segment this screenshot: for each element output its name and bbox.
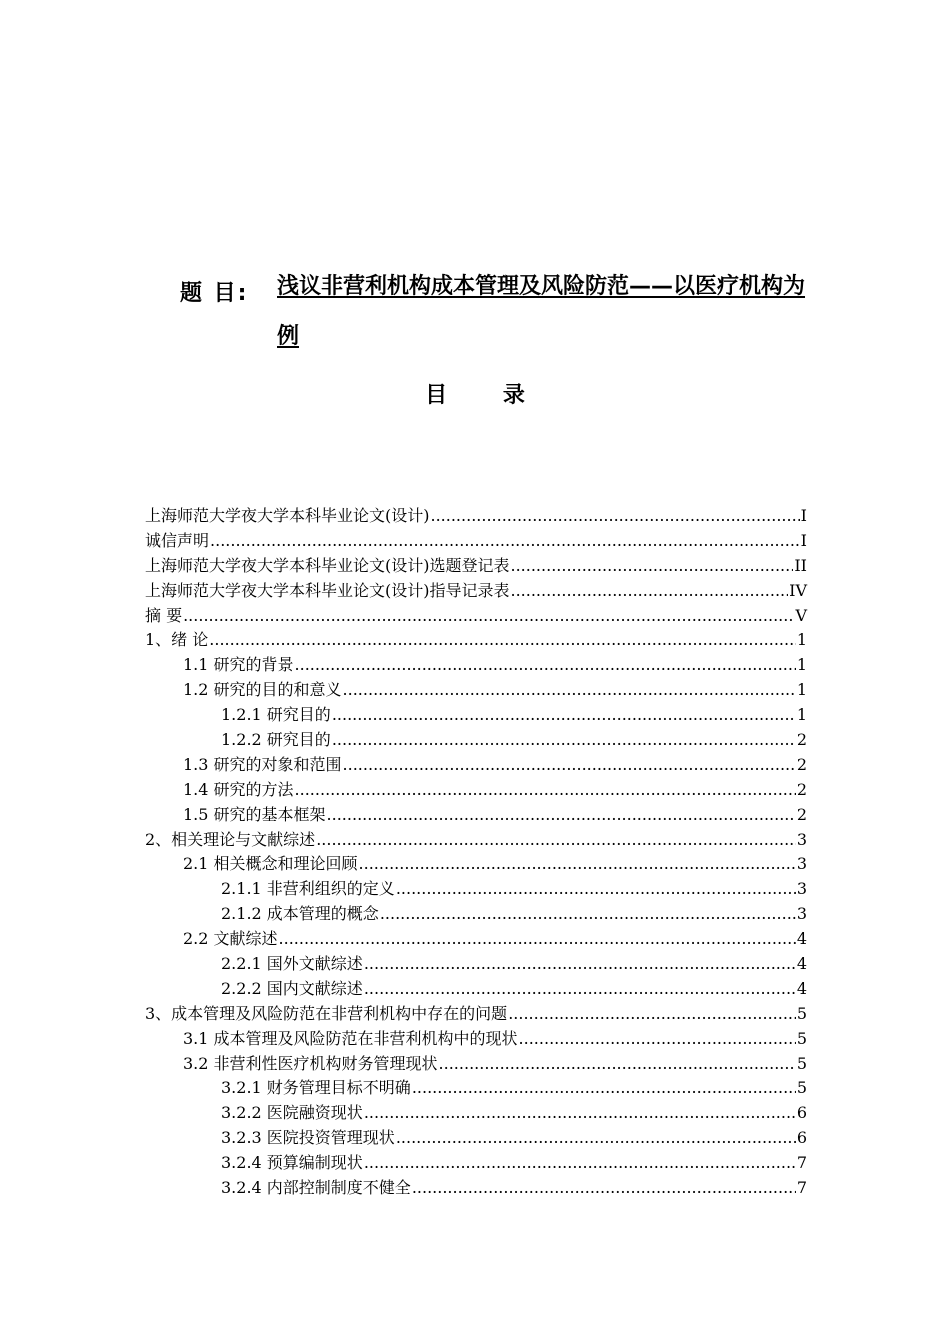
toc-entry-label: 1.2.1 研究目的 <box>221 705 331 725</box>
toc-entry-page: I <box>800 530 807 550</box>
toc-entry[interactable] <box>145 1051 807 1076</box>
toc-dot-leader <box>343 755 796 774</box>
toc-dot-leader <box>183 606 794 625</box>
toc-entry[interactable] <box>145 677 807 702</box>
toc-entry-label: 1.3 研究的对象和范围 <box>183 754 342 774</box>
toc-entry-label: 3.2.3 医院投资管理现状 <box>221 1128 395 1148</box>
toc-entry[interactable] <box>145 528 807 553</box>
toc-entry-page: 6 <box>796 1103 807 1123</box>
toc-dot-leader <box>210 531 800 550</box>
toc-entry[interactable] <box>145 1100 807 1125</box>
thesis-title: 浅议非营利机构成本管理及风险防范——以医疗机构为例 <box>277 274 806 349</box>
toc-dot-leader <box>431 506 800 525</box>
toc-entry-page: IV <box>789 580 807 600</box>
toc-dot-leader <box>359 854 796 873</box>
toc-entry-label: 2、相关理论与文献综述 <box>145 829 316 849</box>
toc-entry[interactable] <box>145 926 807 951</box>
toc-dot-leader <box>295 655 796 674</box>
toc-entry-page: 6 <box>796 1128 807 1148</box>
toc-entry-label: 上海师范大学夜大学本科毕业论文(设计)指导记录表 <box>145 580 510 600</box>
toc-entry[interactable] <box>145 1150 807 1175</box>
toc-entry[interactable] <box>145 1001 807 1026</box>
table-of-contents <box>145 503 807 1200</box>
toc-entry-label: 3.2.4 内部控制制度不健全 <box>221 1178 411 1198</box>
toc-entry-page: 2 <box>796 804 807 824</box>
toc-entry[interactable] <box>145 951 807 976</box>
toc-entry-label: 2.2 文献综述 <box>183 929 278 949</box>
toc-dot-leader <box>327 805 796 824</box>
toc-entry-label: 1.4 研究的方法 <box>183 779 294 799</box>
toc-dot-leader <box>439 1054 796 1073</box>
toc-entry[interactable] <box>145 851 807 876</box>
toc-entry[interactable] <box>145 603 807 628</box>
toc-entry-page: II <box>794 555 807 575</box>
toc-entry-label: 诚信声明 <box>145 530 210 550</box>
toc-heading: 目 录 <box>425 383 549 408</box>
toc-dot-leader <box>295 780 796 799</box>
toc-entry-label: 3.2.2 医院融资现状 <box>221 1103 363 1123</box>
toc-entry-label: 摘 要 <box>145 605 183 625</box>
toc-entry-page: 5 <box>796 1078 807 1098</box>
toc-entry[interactable] <box>145 876 807 901</box>
toc-dot-leader <box>332 730 796 749</box>
toc-entry[interactable] <box>145 1026 807 1051</box>
toc-dot-leader <box>412 1078 796 1097</box>
toc-entry-page: 5 <box>796 1053 807 1073</box>
toc-dot-leader <box>316 830 796 849</box>
toc-dot-leader <box>364 1153 796 1172</box>
toc-entry-label: 2.2.1 国外文献综述 <box>221 954 363 974</box>
toc-entry-label: 3.2 非营利性医疗机构财务管理现状 <box>183 1053 438 1073</box>
toc-entry[interactable] <box>145 827 807 852</box>
toc-entry-label: 1.2 研究的目的和意义 <box>183 680 342 700</box>
toc-dot-leader <box>511 581 789 600</box>
toc-entry-page: 4 <box>796 929 807 949</box>
toc-entry-label: 上海师范大学夜大学本科毕业论文(设计) <box>145 506 430 525</box>
toc-entry-label: 1.2.2 研究目的 <box>221 730 331 750</box>
toc-entry-page: V <box>795 605 807 625</box>
toc-dot-leader <box>364 979 796 998</box>
toc-entry[interactable] <box>145 976 807 1001</box>
toc-entry-page: 3 <box>796 904 807 924</box>
toc-entry[interactable] <box>145 727 807 752</box>
toc-entry-page: 1 <box>796 655 807 675</box>
toc-entry-page: 1 <box>796 630 807 650</box>
toc-entry-label: 1.5 研究的基本框架 <box>183 804 326 824</box>
toc-entry[interactable] <box>145 1125 807 1150</box>
toc-entry-page: 3 <box>796 829 807 849</box>
toc-entry[interactable] <box>145 777 807 802</box>
toc-entry-label: 3、成本管理及风险防范在非营利机构中存在的问题 <box>145 1003 508 1023</box>
toc-entry-label: 3.1 成本管理及风险防范在非营利机构中的现状 <box>183 1028 518 1048</box>
toc-entry[interactable] <box>145 1075 807 1100</box>
toc-entry-page: 2 <box>796 754 807 774</box>
toc-entry-page: 4 <box>796 954 807 974</box>
title-label: 题 目: <box>180 281 249 306</box>
toc-entry-page: 7 <box>796 1153 807 1173</box>
toc-entry-page: 3 <box>796 879 807 899</box>
toc-entry-label: 2.2.2 国内文献综述 <box>221 978 363 998</box>
toc-dot-leader <box>209 630 796 649</box>
toc-dot-leader <box>396 879 796 898</box>
toc-entry-page: 1 <box>796 705 807 725</box>
toc-entry[interactable] <box>145 802 807 827</box>
toc-entry-label: 2.1.1 非营利组织的定义 <box>221 879 395 899</box>
toc-entry-page: 2 <box>796 779 807 799</box>
toc-entry-page: 2 <box>796 730 807 750</box>
toc-entry[interactable] <box>145 578 807 603</box>
toc-entry-page: 4 <box>796 978 807 998</box>
toc-entry[interactable] <box>145 1175 807 1200</box>
toc-entry-page: 5 <box>796 1028 807 1048</box>
toc-entry[interactable] <box>145 652 807 677</box>
toc-dot-leader <box>364 1103 796 1122</box>
toc-dot-leader <box>332 705 796 724</box>
toc-entry[interactable] <box>145 702 807 727</box>
toc-dot-leader <box>508 1004 796 1023</box>
toc-entry-page: I <box>800 506 807 525</box>
toc-entry[interactable] <box>145 503 807 528</box>
toc-dot-leader <box>396 1128 796 1147</box>
toc-dot-leader <box>364 954 796 973</box>
toc-entry-page: 5 <box>796 1003 807 1023</box>
toc-dot-leader <box>380 904 796 923</box>
toc-entry[interactable] <box>145 901 807 926</box>
toc-dot-leader <box>343 680 796 699</box>
toc-entry[interactable] <box>145 553 807 578</box>
toc-entry-page: 1 <box>796 680 807 700</box>
toc-entry-label: 2.1 相关概念和理论回顾 <box>183 854 358 874</box>
toc-dot-leader <box>511 556 794 575</box>
toc-entry-label: 3.2.1 财务管理目标不明确 <box>221 1078 411 1098</box>
toc-dot-leader <box>279 929 796 948</box>
toc-entry-label: 3.2.4 预算编制现状 <box>221 1153 363 1173</box>
toc-entry-page: 7 <box>796 1178 807 1198</box>
toc-entry-label: 2.1.2 成本管理的概念 <box>221 904 379 924</box>
toc-entry-label: 1、绪 论 <box>145 630 209 650</box>
toc-entry-page: 3 <box>796 854 807 874</box>
toc-entry-label: 1.1 研究的背景 <box>183 655 294 675</box>
toc-dot-leader <box>412 1178 796 1197</box>
toc-dot-leader <box>519 1029 796 1048</box>
toc-entry[interactable] <box>145 752 807 777</box>
toc-entry[interactable] <box>145 627 807 652</box>
toc-entry-label: 上海师范大学夜大学本科毕业论文(设计)选题登记表 <box>145 555 510 575</box>
